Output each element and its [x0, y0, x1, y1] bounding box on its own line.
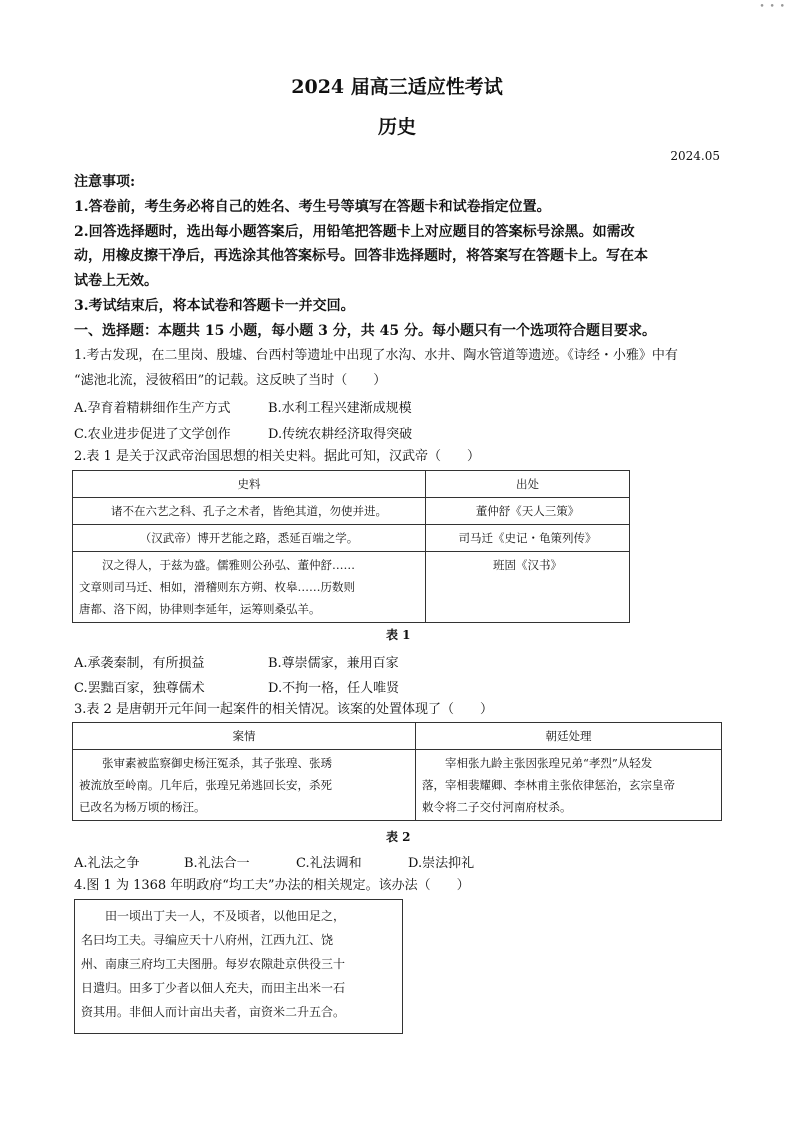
q2-option-c: C.罢黜百家，独尊儒术 — [74, 681, 205, 696]
figure-1-box — [74, 899, 403, 1034]
table-2-handling-line-c: 敕令将二子交付河南府杖杀。 — [422, 800, 572, 814]
table-1-r2-text: （汉武帝）博开艺能之路，悉延百端之学。 — [73, 525, 426, 552]
table-2-handling-line-b: 落，宰相裴耀卿、李林甫主张依律惩治，玄宗皇帝 — [422, 778, 675, 792]
exam-date: 2024.05 — [670, 149, 720, 163]
table-2 — [72, 722, 722, 821]
q3-option-a: A.礼法之争 — [74, 856, 140, 871]
table-1-r3-source: 班固《汉书》 — [426, 552, 630, 623]
q3-stem: 3.表 2 是唐朝开元年间一起案件的相关情况。该案的处置体现了（ ） — [74, 702, 493, 717]
exam-title: 2024 届高三适应性考试 — [291, 76, 503, 98]
corner-mark: • • • — [759, 2, 786, 12]
note-1: 1.答卷前，考生务必将自己的姓名、考生号等填写在答题卡和试卷指定位置。 — [74, 199, 551, 215]
figure-1-line-c: 州、南康三府均工夫图册。每岁农隙赴京供役三十 — [81, 957, 346, 971]
figure-1-line-e: 资其用。非佃人而计亩出夫者，亩资米二升五合。 — [81, 1005, 346, 1019]
table-1-r2-source: 司马迁《史记・龟策列传》 — [426, 525, 630, 552]
table-1-header-source: 史料 — [73, 471, 426, 498]
note-3: 3.考试结束后，将本试卷和答题卡一并交回。 — [74, 298, 355, 314]
table-2-header-handling: 朝廷处理 — [416, 723, 722, 750]
table-1-r3-line-c: 唐都、洛下闳，协律则李延年，运筹则桑弘羊。 — [79, 602, 321, 616]
table-2-case-line-a: 张审素被监察御史杨汪冤杀，其子张瑝、张琇 — [102, 756, 332, 770]
table-1-header-origin: 出处 — [426, 471, 630, 498]
q3-option-c: C.礼法调和 — [296, 856, 362, 871]
table-2-header-case: 案情 — [73, 723, 416, 750]
note-2b: 动，用橡皮擦干净后，再选涂其他答案标号。回答非选择题时，将答案写在答题卡上。写在本 — [74, 248, 648, 264]
note-2a: 2.回答选择题时，选出每小题答案后，用铅笔把答题卡上对应题目的答案标号涂黑。如需改 — [74, 224, 635, 240]
q2-option-b: B.尊崇儒家，兼用百家 — [268, 656, 399, 671]
table-1-caption: 表 1 — [386, 628, 411, 642]
table-1-r3-line-a: 汉之得人，于兹为盛。儒雅则公孙弘、董仲舒…… — [102, 558, 355, 572]
table-2-handling-cell — [416, 750, 722, 821]
table-2-case-cell — [73, 750, 416, 821]
q2-stem: 2.表 1 是关于汉武帝治国思想的相关史料。据此可知，汉武帝（ ） — [74, 449, 480, 464]
q4-stem: 4.图 1 为 1368 年明政府“均工夫”办法的相关规定。该办法（ ） — [74, 878, 470, 893]
q1-option-a: A.孕育着精耕细作生产方式 — [74, 401, 231, 416]
q2-option-a: A.承袭秦制，有所损益 — [74, 656, 205, 671]
q1-option-c: C.农业进步促进了文学创作 — [74, 427, 231, 442]
q3-option-d: D.崇法抑礼 — [408, 856, 475, 871]
section-1-heading: 一、选择题：本题共 15 小题，每小题 3 分，共 45 分。每小题只有一个选项符合题目要求。 — [74, 323, 656, 339]
table-1-r3-text — [73, 552, 426, 623]
q1-stem-b: “滤池北流，浸彼稻田”的记载。这反映了当时（ ） — [74, 373, 387, 388]
table-2-case-line-c: 已改名为杨万顷的杨汪。 — [79, 800, 206, 814]
q1-option-b: B.水利工程兴建渐成规模 — [268, 401, 412, 416]
figure-1-line-a: 田一顷出丁夫一人，不及顷者，以他田足之， — [105, 909, 346, 923]
q3-option-b: B.礼法合一 — [184, 856, 250, 871]
table-2-case-line-b: 被流放至岭南。几年后，张瑝兄弟逃回长安，杀死 — [79, 778, 332, 792]
notes-heading: 注意事项: — [74, 174, 136, 190]
figure-1-line-d: 日遣归。田多丁少者以佃人充夫，而田主出米一石 — [81, 981, 346, 995]
table-1 — [72, 470, 630, 623]
figure-1-line-b: 名曰均工夫。寻编应天十八府州，江西九江、饶 — [81, 933, 334, 947]
note-2c: 试卷上无效。 — [74, 273, 158, 289]
table-2-caption: 表 2 — [386, 830, 411, 844]
table-1-r1-source: 董仲舒《天人三策》 — [426, 498, 630, 525]
q1-option-d: D.传统农耕经济取得突破 — [268, 427, 413, 442]
table-1-r3-line-b: 文章则司马迁、相如，滑稽则东方朔、枚皋……历数则 — [79, 580, 355, 594]
subject-title: 历史 — [377, 116, 416, 138]
table-2-handling-line-a: 宰相张九龄主张因张瑝兄弟“孝烈”从轻发 — [445, 756, 653, 770]
q1-stem-a: 1.考古发现，在二里岗、殷墟、台西村等遗址中出现了水沟、水井、陶水管道等遗迹。《诗经・小雅》中有 — [74, 348, 678, 363]
q2-option-d: D.不拘一格，任人唯贤 — [268, 681, 400, 696]
table-1-r1-text: 诸不在六艺之科、孔子之术者，皆绝其道，勿使并进。 — [73, 498, 426, 525]
